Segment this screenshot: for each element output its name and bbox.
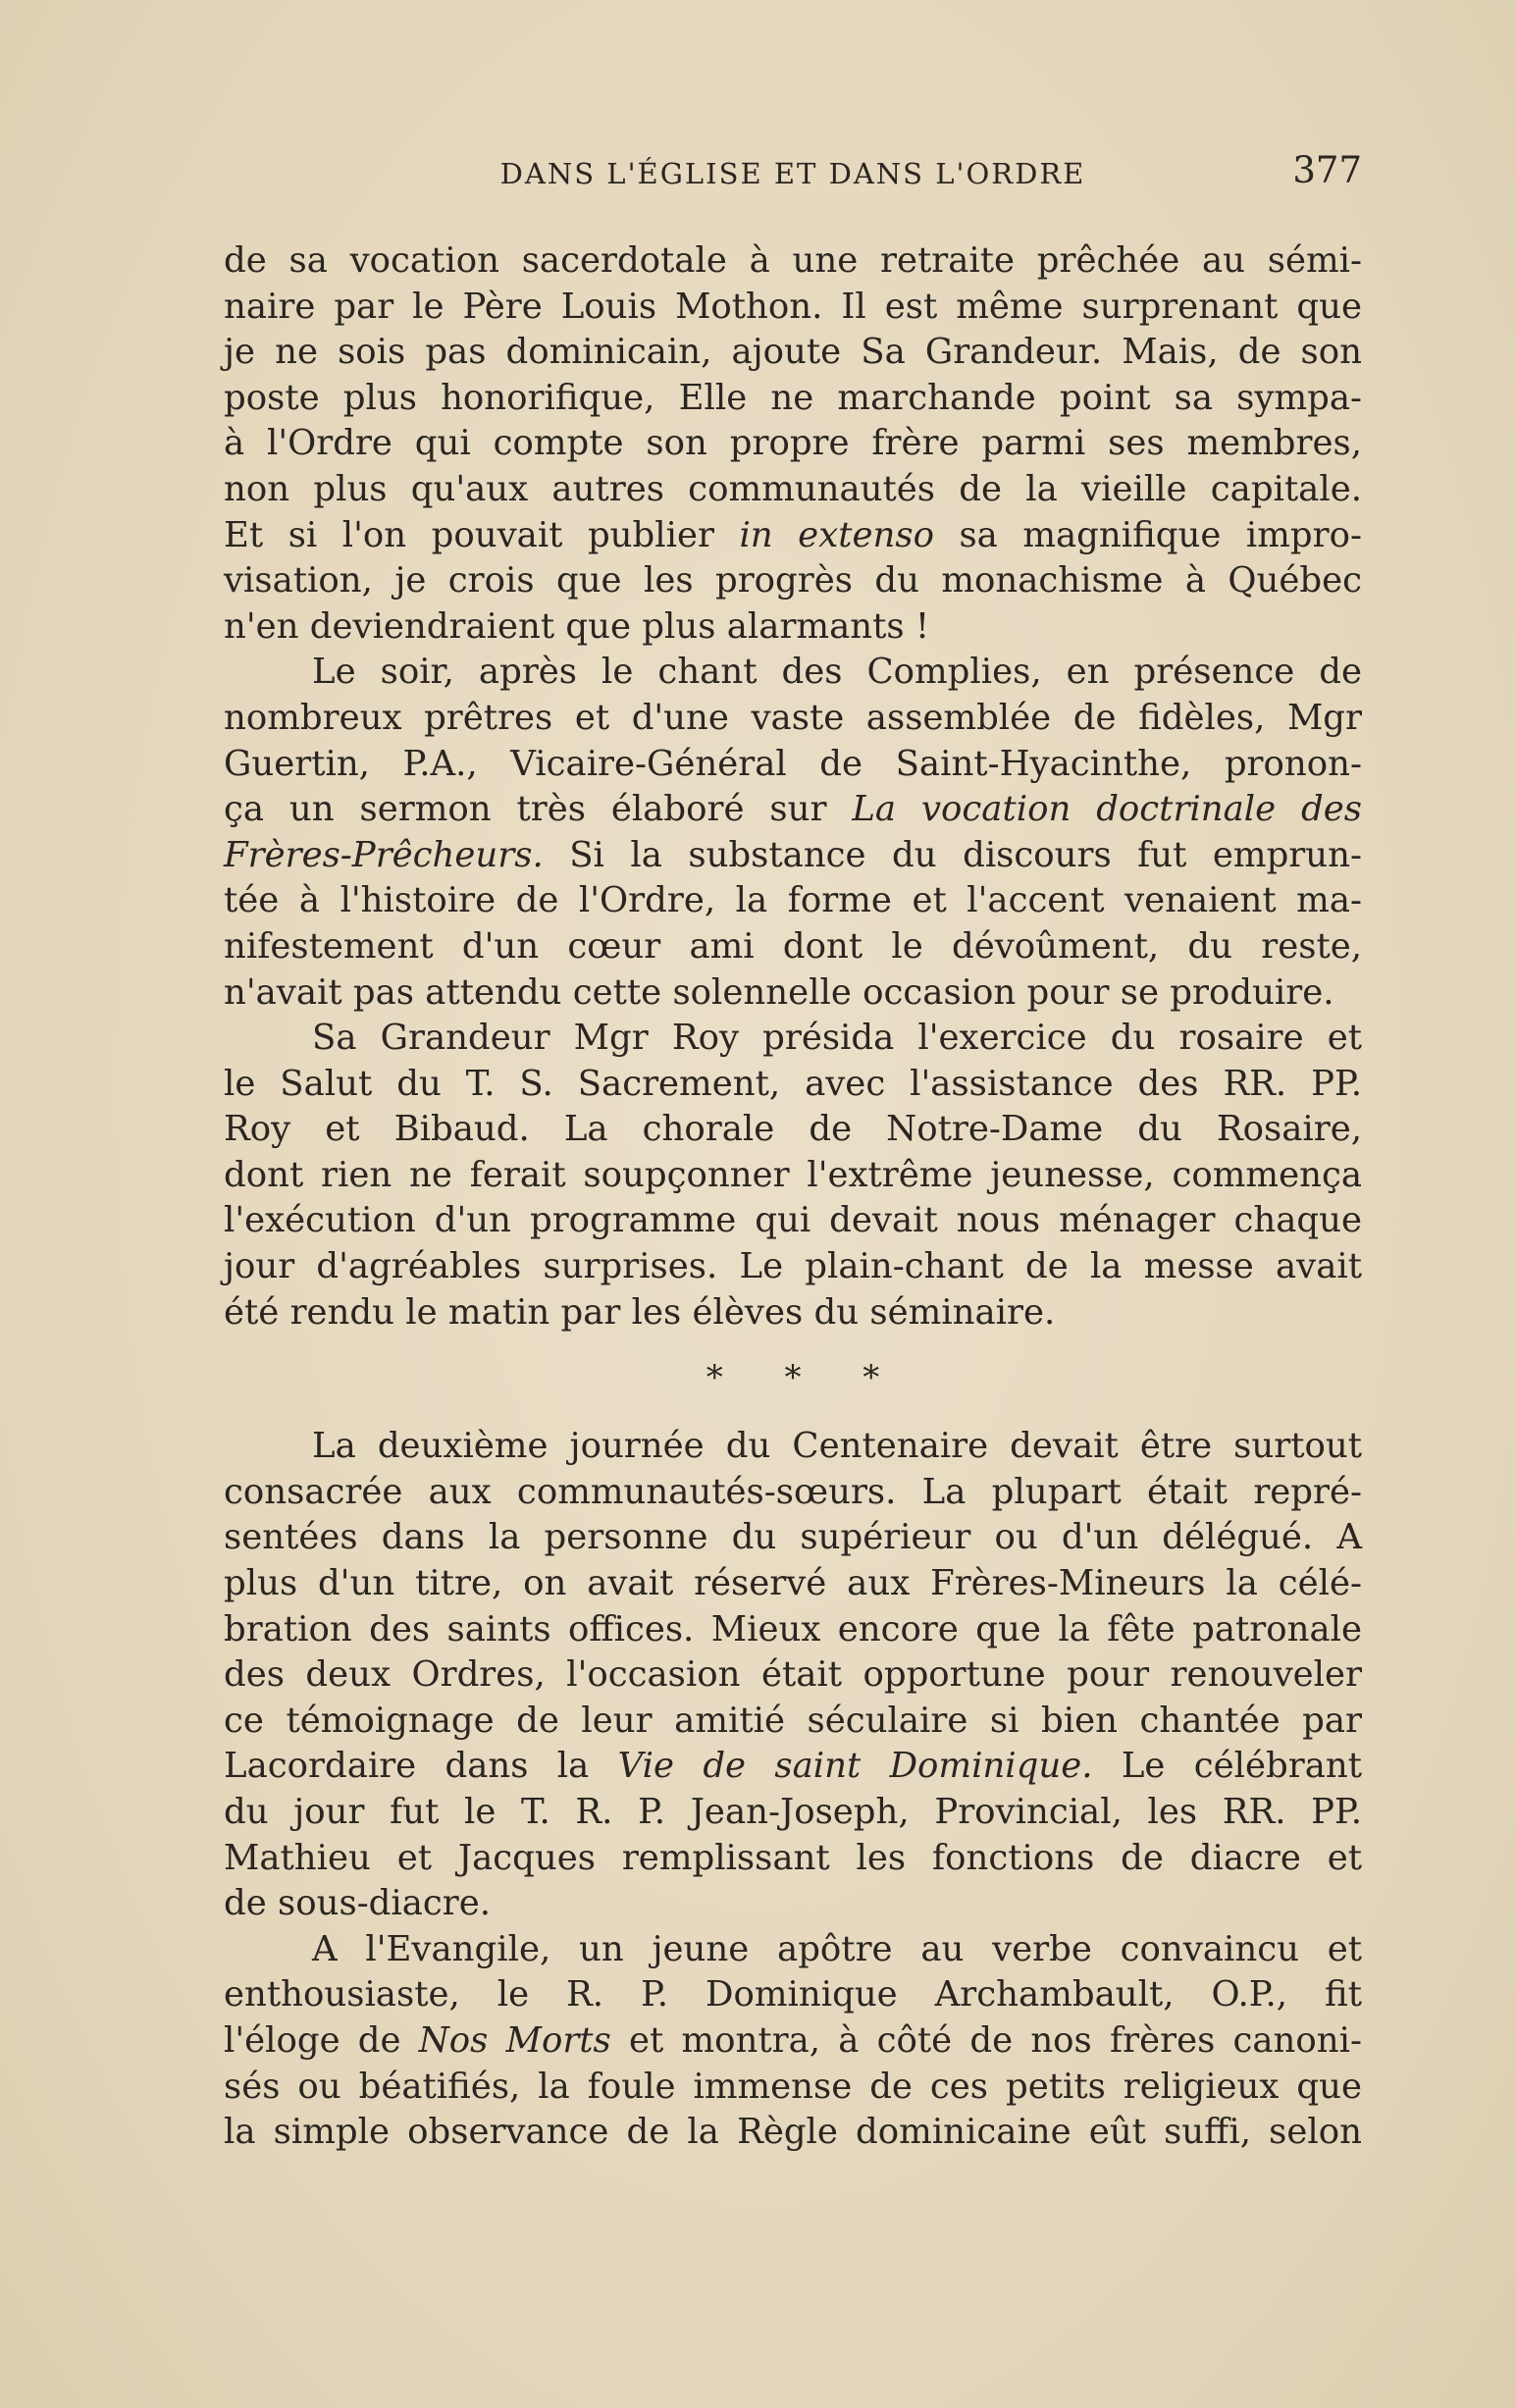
text-segment: Mathieu et Jacques remplissant les fonctions de diacre et — [224, 1837, 1362, 1878]
text-line — [224, 787, 1362, 833]
text-segment: consacrée aux communautés-sœurs. La plupart était repré- — [224, 1471, 1362, 1512]
text-segment: dont rien ne ferait soupçonner l'extrême jeunesse, commença — [224, 1154, 1362, 1195]
text-segment: tée à l'histoire de l'Ordre, la forme et l'accent venaient ma- — [224, 880, 1362, 921]
text-segment: Guertin, P.A., Vicaire-Général de Saint-Hyacinthe, pronon- — [224, 743, 1362, 784]
page-number: 377 — [1292, 149, 1362, 191]
text-segment: ça un sermon très élaboré sur — [224, 789, 853, 830]
running-title: DANS L'ÉGLISE ET DANS L'ORDRE — [499, 157, 1086, 190]
italic-title: in extenso — [739, 514, 934, 555]
text-line — [224, 2110, 1362, 2156]
text-line — [224, 1652, 1362, 1699]
text-segment: sentées dans la personne du supérieur ou d'un délégué. A — [224, 1517, 1362, 1558]
text-line — [224, 1881, 1362, 1927]
text-line — [224, 1244, 1362, 1290]
text-line — [224, 1470, 1362, 1516]
text-line — [224, 1744, 1362, 1790]
text-segment: Roy et Bibaud. La chorale de Notre-Dame du Rosaire, — [224, 1109, 1362, 1150]
text-segment: A l'Evangile, un jeune apôtre au verbe convaincu et — [312, 1928, 1362, 1969]
text-segment: ce témoignage de leur amitié séculaire si bien chantée par — [224, 1700, 1362, 1741]
text-line — [224, 924, 1362, 970]
text-segment: été rendu le matin par les élèves du séminaire. — [224, 1291, 1056, 1333]
text-segment: naire par le Père Louis Mothon. Il est même surprenant que — [224, 286, 1362, 327]
text-segment: enthousiaste, le R. P. Dominique Archambault, O.P., fit — [224, 1974, 1362, 2015]
text-line — [224, 970, 1362, 1017]
text-segment: l'exécution d'un programme qui devait nous ménager chaque — [224, 1200, 1362, 1241]
text-segment: Si la substance du discours fut emprun- — [543, 834, 1362, 875]
text-line — [224, 1062, 1362, 1108]
text-segment: bration des saints offices. Mieux encore que la fête patronale — [224, 1608, 1362, 1649]
body-text — [224, 238, 1362, 2156]
text-segment: le Salut du T. S. Sacrement, avec l'assistance des RR. PP. — [224, 1063, 1362, 1104]
italic-title: La vocation doctrinale des — [852, 789, 1362, 830]
text-segment: je ne sois pas dominicain, ajoute Sa Grandeur. Mais, de son — [224, 332, 1362, 373]
text-line — [224, 696, 1362, 742]
text-segment: Lacordaire dans la — [224, 1746, 618, 1787]
italic-title: Nos Morts — [418, 2019, 611, 2061]
text-segment: Et si l'on pouvait publier — [224, 514, 740, 555]
text-segment: des deux Ordres, l'occasion était opportune pour renouveler — [224, 1654, 1362, 1696]
text-segment: Sa Grandeur Mgr Roy présida l'exercice du rosaire et — [312, 1018, 1362, 1059]
text-segment: jour d'agréables surprises. Le plain-chant de la messe avait — [224, 1246, 1362, 1287]
italic-title: Frères-Prêcheurs. — [224, 834, 544, 875]
text-segment: plus d'un titre, on avait réservé aux Frères-Mineurs la célé- — [224, 1563, 1362, 1604]
text-segment: La deuxième journée du Centenaire devait être surtout — [312, 1426, 1362, 1467]
text-segment: de sous-diacre. — [224, 1883, 492, 1924]
text-line — [224, 238, 1362, 285]
text-line — [224, 604, 1362, 651]
text-segment: l'éloge de — [224, 2019, 419, 2061]
text-segment: et montra, à côté de nos frères canoni- — [610, 2019, 1362, 2061]
text-line — [224, 1016, 1362, 1062]
text-line — [224, 1515, 1362, 1561]
paragraph — [224, 238, 1362, 650]
text-line — [224, 513, 1362, 559]
text-segment: n'en deviendraient que plus alarmants ! — [224, 605, 930, 647]
text-segment: Le soir, après le chant des Complies, en présence de — [312, 652, 1362, 693]
text-segment: à l'Ordre qui compte son propre frère parmi ses membres, — [224, 423, 1362, 464]
text-segment: nombreux prêtres et d'une vaste assemblée de fidèles, Mgr — [224, 697, 1362, 738]
text-line — [224, 376, 1362, 422]
text-segment: visation, je crois que les progrès du monachisme à Québec — [224, 560, 1362, 602]
text-line — [224, 421, 1362, 467]
text-segment: sa magnifique impro- — [933, 514, 1362, 555]
text-segment: n'avait pas attendu cette solennelle occasion pour se produire. — [224, 971, 1334, 1013]
text-segment: sés ou béatifiés, la foule immense de ces petits religieux que — [224, 2066, 1362, 2107]
text-segment: poste plus honorifique, Elle ne marchande point sa sympa- — [224, 377, 1362, 418]
running-head — [224, 149, 1362, 198]
text-line — [224, 1107, 1362, 1153]
text-line — [224, 650, 1362, 696]
paragraph — [224, 1424, 1362, 1927]
text-line — [224, 1836, 1362, 1882]
text-line — [224, 1424, 1362, 1470]
text-segment: du jour fut le T. R. P. Jean-Joseph, Provincial, les RR. PP. — [224, 1792, 1362, 1832]
text-line — [224, 558, 1362, 604]
paragraph — [224, 650, 1362, 1016]
text-line — [224, 1972, 1362, 2018]
paragraph — [224, 1016, 1362, 1335]
text-line — [224, 285, 1362, 331]
text-segment: nifestement d'un cœur ami dont le dévoûment, du reste, — [224, 925, 1362, 967]
text-line — [224, 1561, 1362, 1607]
text-line — [224, 1927, 1362, 1973]
text-segment: la simple observance de la Règle dominicaine eût suffi, selon — [224, 2112, 1362, 2153]
text-line — [224, 1699, 1362, 1745]
text-line — [224, 1790, 1362, 1836]
text-line — [224, 833, 1362, 879]
italic-title: Vie de saint Dominique. — [617, 1746, 1093, 1787]
section-break: * * * — [706, 1358, 906, 1398]
text-line — [224, 330, 1362, 376]
text-line — [224, 467, 1362, 513]
text-line — [224, 1153, 1362, 1199]
text-line — [224, 1198, 1362, 1244]
text-line — [224, 742, 1362, 788]
text-line — [224, 1290, 1362, 1336]
text-segment: non plus qu'aux autres communautés de la vieille capitale. — [224, 468, 1362, 509]
text-segment: Le célébrant — [1092, 1746, 1362, 1787]
text-segment: de sa vocation sacerdotale à une retraite prêchée au sémi- — [224, 240, 1362, 281]
text-line — [224, 2065, 1362, 2111]
text-line — [224, 1607, 1362, 1653]
paragraph — [224, 1927, 1362, 2156]
text-line — [224, 878, 1362, 924]
text-line — [224, 2018, 1362, 2065]
